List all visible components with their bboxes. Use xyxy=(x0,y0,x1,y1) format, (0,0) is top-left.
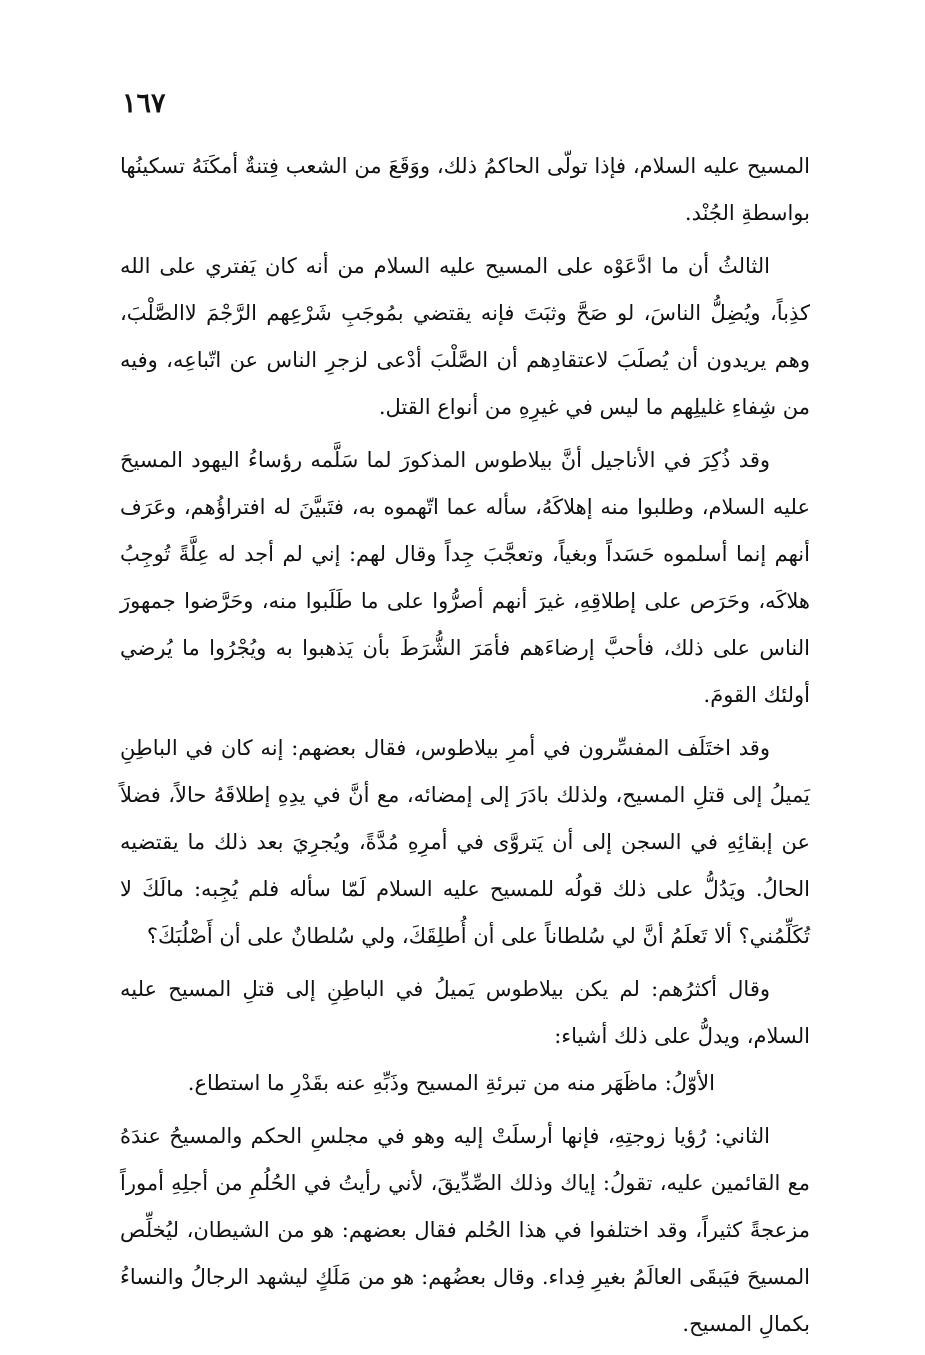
paragraph-5: وقال أكثرُهم: لم يكن بيلاطوس يَميلُ في الباطِنِ إلى قتلِ المسيح عليه السلام، ويدلُّ على ذلك أشياء: xyxy=(120,977,810,1048)
paragraph-1: المسيح عليه السلام، فإذا تولّى الحاكمُ ذلك، ووَقَعَ من الشعب فِتنةٌ أمكَنَهُ تسكينُها بواسطةِ الجُنْد. xyxy=(120,154,810,225)
page-number: ١٦٧ xyxy=(122,88,166,119)
paragraph-3: وقد ذُكِرَ في الأناجيل أنَّ بيلاطوس المذكورَ لما سَلَّمه رؤساءُ اليهود المسيحَ عليه السلام، وطلبوا منه إهلاكَهُ، سأله عما اتّهموه به، فتَبيَّنَ له افتراؤُهم، وعَرَف أنهم إنما أسلموه حَسَداً وبغياً، وتعجَّبَ جِداً وقال لهم: إني لم أجد له عِلَّةً تُوجِبُ هلاكَه، وحَرَص على إطلاقِهِ، غيرَ أنهم أصرُّوا على ما طَلَبوا منه، وحَرَّضوا جمهورَ الناس على ذلك، فأحبَّ إرضاءَهم فأمَرَ الشُّرَطَ بأن يَذهبوا به ويُجْرُوا ما يُرضي أولئك القومَ. xyxy=(120,448,810,707)
paragraph-7: الثاني: رُؤيا زوجتِهِ، فإنها أرسلَتْ إليه وهو في مجلسِ الحكم والمسيحُ عندَهُ مع القائمين عليه، تقولُ: إياك وذلك الصِّدِّيقَ، لأني رأيتُ في الحُلُمِ من أجلِهِ أموراً مزعجةً كثيراً، وقد اختلفوا في هذا الحُلم فقال بعضهم: هو من الشيطان، ليُخلِّص المسيحَ فيَبقَى العالَمُ بغيرِ فِداء. وقال بعضُهم: هو من مَلَكٍ ليشهد الرجالُ والنساءُ بكمالِ المسيح. xyxy=(120,1124,810,1336)
paragraph-6: الأوّلُ: ماظَهَر منه من تبرئةِ المسيح وذَبِّهِ عنه بقَدْرِ ما استطاع. xyxy=(187,1071,715,1095)
body-text xyxy=(120,143,810,1348)
paragraph-4: وقد اختَلَف المفسِّرون في أمرِ بيلاطوس، فقال بعضهم: إنه كان في الباطِنِ يَميلُ إلى قتلِ المسيح، ولذلك بادَرَ إلى إمضائه، مع أنَّ في يدِهِ إطلاقَهُ حالاً، فضلاً عن إبقائِهِ في السجن إلى أن يَتروَّى في أمرِهِ مُدَّةً، ويُجرِيَ بعد ذلك ما يقتضيه الحالُ. ويَدُلُّ على ذلك قولُه للمسيح عليه السلام لَمّا سأله فلم يُجِبه: مالَكَ لا تُكَلِّمُني؟ ألا تَعلَمُ أنَّ لي سُلطاناً على أن أُطلِقَكَ، ولي سُلطانٌ على أن أَصْلُبَكَ؟ xyxy=(120,736,810,948)
paragraph-2: الثالثُ أن ما ادَّعَوْه على المسيح عليه السلام من أنه كان يَفتري على الله كذِباً، ويُضِلُّ الناسَ، لو صَحَّ وثبَتَ فإنه يقتضي بمُوجَبِ شَرْعِهم الرَّجْمَ لاالصَّلْبَ، وهم يريدون أن يُصلَبَ لاعتقادِهم أن الصَّلْبَ أدْعى لزجرِ الناس عن اتّباعِه، وفيه من شِفاءِ غليلِهم ما ليس في غيرِهِ من أنواع القتل. xyxy=(120,254,810,419)
